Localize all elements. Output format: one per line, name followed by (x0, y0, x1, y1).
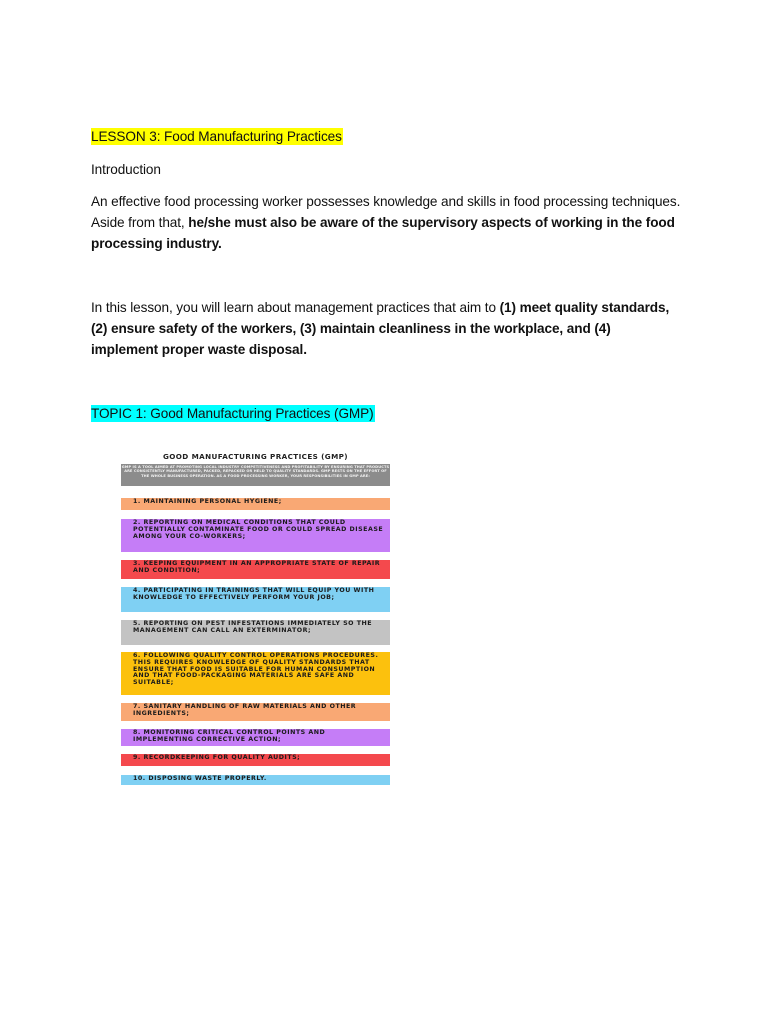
topic-title (91, 403, 681, 424)
gmp-item: 5. REPORTING ON PEST INFESTATIONS IMMEDIATELY SO THE MANAGEMENT CAN CALL AN EXTERMINATOR; (121, 620, 390, 645)
introduction-bold-text: he/she must also be aware of the supervisory aspects of working in the food processing industry. (91, 215, 675, 251)
lesson-title (91, 126, 681, 147)
introduction-paragraph (91, 191, 681, 254)
gmp-item: 10. DISPOSING WASTE PROPERLY. (121, 775, 390, 785)
gmp-infographic-title: GOOD MANUFACTURING PRACTICES (GMP) (162, 452, 348, 461)
gmp-item: 4. PARTICIPATING IN TRAININGS THAT WILL EQUIP YOU WITH KNOWLEDGE TO EFFECTIVELY PERFORM YOUR JOB; (121, 587, 390, 612)
gmp-item: 8. MONITORING CRITICAL CONTROL POINTS AND IMPLEMENTING CORRECTIVE ACTION; (121, 729, 390, 746)
lesson-objectives-paragraph (91, 297, 681, 360)
lesson-objectives-text: In this lesson, you will learn about management practices that aim to (91, 300, 500, 315)
topic-title-text: TOPIC 1: Good Manufacturing Practices (GMP) (91, 406, 374, 421)
gmp-item: 6. FOLLOWING QUALITY CONTROL OPERATIONS PROCEDURES. THIS REQUIRES KNOWLEDGE OF QUALITY STANDARDS THAT ENSURE THAT FOOD IS SUITABLE FOR HUMAN CONSUMPTION AND THAT FOOD-PACKAGING MATERIALS ARE SAFE AND SUITABLE; (121, 652, 390, 695)
gmp-item: 9. RECORDKEEPING FOR QUALITY AUDITS; (121, 754, 390, 766)
introduction-heading: Introduction (91, 162, 161, 177)
gmp-item: 2. REPORTING ON MEDICAL CONDITIONS THAT COULD POTENTIALLY CONTAMINATE FOOD OR COULD SPREAD DISEASE AMONG YOUR CO-WORKERS; (121, 519, 390, 552)
gmp-infographic-intro: GMP IS A TOOL AIMED AT PROMOTING LOCAL INDUSTRY COMPETITIVENESS AND PROFITABILITY BY ENSURING THAT PRODUCTS ARE CONSISTENTLY MANUFACTURED, PACKED, REPACKED OR HELD TO QUALITY STANDARDS. GMP RESTS ON THE EFFORT OF THE WHOLE BUSINESS OPERATION. AS A FOOD PROCESSING WORKER, YOUR RESPONSIBILITIES IN GMP ARE: (121, 464, 390, 486)
lesson-title-text: LESSON 3: Food Manufacturing Practices (91, 129, 342, 144)
gmp-infographic (121, 447, 390, 787)
gmp-item: 3. KEEPING EQUIPMENT IN AN APPROPRIATE STATE OF REPAIR AND CONDITION; (121, 560, 390, 579)
lesson-objectives-bold-text: (1) meet quality standards, (2) ensure safety of the workers, (3) maintain cleanliness in the workplace, and (4) implement proper waste disposal. (91, 300, 670, 357)
introduction-text: An effective food processing worker possesses knowledge and skills in food processing techniques. Aside from that, (91, 194, 681, 230)
gmp-item: 7. SANITARY HANDLING OF RAW MATERIALS AND OTHER INGREDIENTS; (121, 703, 390, 721)
gmp-item: 1. MAINTAINING PERSONAL HYGIENE; (121, 498, 390, 510)
